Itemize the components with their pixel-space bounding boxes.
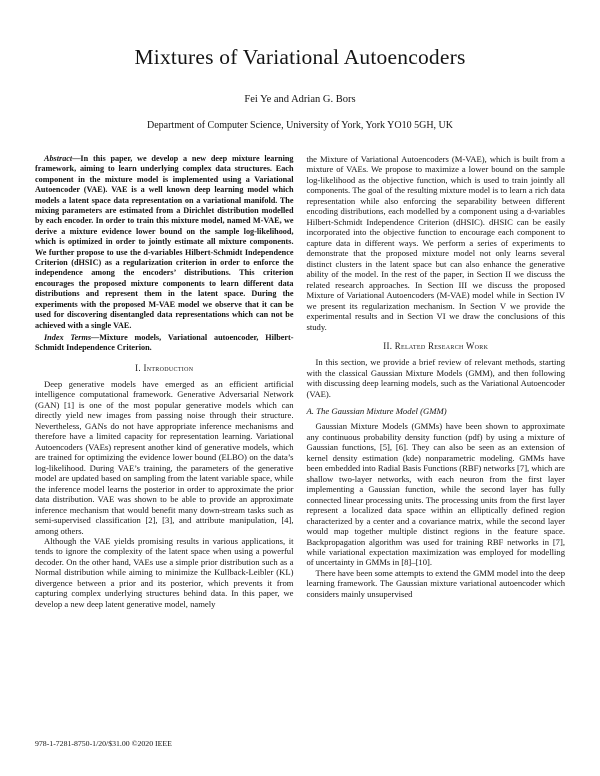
paper-header — [0, 0, 600, 131]
section-heading-introduction: I. Introduction — [135, 362, 194, 373]
abstract-paragraph — [35, 154, 294, 331]
two-column-body — [35, 154, 565, 609]
copyright-notice: 978-1-7281-8750-1/20/$31.00 ©2020 IEEE — [35, 739, 172, 748]
gmm-paragraph-1: Gaussian Mixture Models (GMMs) have been shown to approximate any continuous probability density function (pdf) by using a mixture of Gaussian functions, [5], [6]. They can also be seen as an extension of kernel density estimation (kde) nonparametric modeling. GMMs have been embedded into Radial Basis Functions (RBF) networks [7], which are shallow two-layer networks, with each neuron from the first layer implementing a Gaussian function, while the second layer has fully connected linear processing units. The processing units from the first layer represent a localized data space within an elliptically defined region characterized by a center and a covariance matrix, while the second layer would map together multiple distinct regions in the feature space. Backpropagation algorithm was used for training RBF networks in [7], while variational expectation maximization was employed for modelling of uncertainty in GMMs in [8]–[10]. — [306, 421, 565, 568]
related-work-paragraph-1: In this section, we provide a brief review of relevant methods, starting with the classical Gaussian Mixture Models (GMM), and then following with discussing deep learning models, such as the Variational Autoencoder (VAE). — [306, 357, 565, 399]
left-column — [35, 154, 294, 609]
author-names: Fei Ye and Adrian G. Bors — [244, 94, 356, 105]
index-terms-label: Index Terms — [44, 332, 92, 342]
abstract-label: Abstract — [44, 154, 73, 163]
abstract-text: —In this paper, we develop a new deep mixture learning framework, aiming to learn underlying complex data structures. Each component in the mixture model is implemented using a Variational Autoencoder (VAE). VAE is a well known deep learning model which models a latent space data representation on a variational manifold. The mixing parameters are estimated from a Dirichlet distribution modelled by each encoder. In order to train this mixture model, named M-VAE, we derive a mixture evidence lower bound on the sample log-likelihood, which is optimized in order to jointly estimate all mixture components. We further propose to use the d-variables Hilbert-Schmidt Independence Criterion (dHSIC) as a regularization criterion in order to enforce the independence among the encoders’ distributions. This criterion encourages the proposed mixture components to learn different data distributions and represent them in the latent space. During the experiments with the proposed M-VAE model we observe that it can be used for discovering disentangled data representations which can not be achieved with a single VAE. — [35, 154, 294, 330]
paper-title: Mixtures of Variational Autoencoders — [134, 45, 466, 69]
index-terms-text: —Mixture models, Variational autoencoder, Hilbert-Schmidt Independence Criterion. — [35, 332, 294, 353]
index-terms-paragraph — [35, 333, 294, 354]
subsection-heading-gmm: A. The Gaussian Mixture Model (GMM) — [306, 406, 447, 417]
introduction-paragraph-1: Deep generative models have emerged as an efficient artificial intelligence computational framework. Generative Adversarial Network (GAN) [1] is one of the most popular generative models which can directly yield new images from passing noise through their structure. Nevertheless, GANs do not have appropriate inference mechanisms and therefore have a limited capacity for representation learning. Variational Autoencoders (VAEs) represent another kind of generative models, which are trained for optimizing the evidence lower bound (ELBO) on the data’s log-likelihood. During VAE’s training, the parameters of the generative model are updated based on sampling from the latent variable space, while the inference model learns the posterior in order to approximate the prior data distribution. VAE was shown to be able to provide an approximate inference mechanism that would benefit many down-stream tasks such as semi-supervised classification [2], [3], and attribute manipulation, [4], among others. — [35, 378, 294, 536]
introduction-paragraph-2: Although the VAE yields promising results in various applications, it tends to ignore the complexity of the latent space when using a powerful decoder. On the other hand, VAEs use a simple prior distribution such as a Normal distribution while aiming to minimize the Kullback-Leibler (KL) divergence between a prior and its posterior, which prevents it from capturing complex underlying structures behind data. In this paper, we develop a new deep latent generative model, namely — [35, 535, 294, 609]
section-heading-related-work: II. Related Research Work — [383, 341, 489, 352]
introduction-continuation-paragraph: the Mixture of Variational Autoencoders (M-VAE), which is built from a mixture of VAEs. We propose to maximize a lower bound on the sample log-likelihood as the objective function, which is used to train jointly all components. The goal of the resulting mixture model is to learn a rich data representation while also enforcing the separability between different encoding distributions, each modelled by a component using a d-variables Hilbert-Schmidt Independence Criterion (dHSIC). dHSIC can be easily incorporated into the objective function to encourage each component to capture data in different ways. We perform a series of experiments to demonstrate that the proposed mixture model not only learns several distinct clusters in the latent space but can also enhance the generative ability of the model. In the rest of the paper, in Section II we discuss the related research approaches. In Section III we discuss the proposed Mixture of Variational Autoencoders (M-VAE) model while in Section IV we present its regularization mechanism. In Section V we provide the experimental results and in Section VI we draw the conclusions of this study. — [306, 154, 565, 332]
gmm-paragraph-2: There have been some attempts to extend the GMM model into the deep learning framework. The Gaussian mixture variational autoencoder which considers mainly unsupervised — [306, 567, 565, 599]
affiliation: Department of Computer Science, University of York, York YO10 5GH, UK — [147, 120, 453, 131]
right-column — [307, 154, 566, 609]
